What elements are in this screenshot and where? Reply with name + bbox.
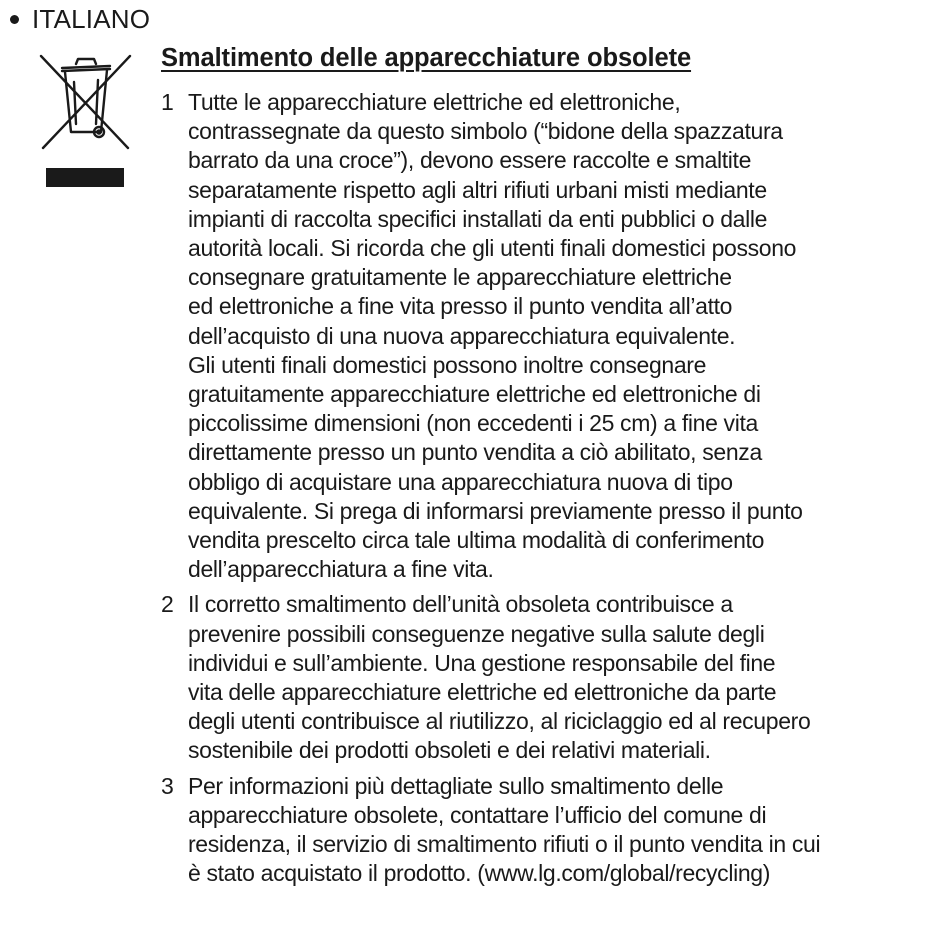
text-line: direttamente presso un punto vendita a ciò abilitato, senza: [188, 439, 762, 466]
text-line: vita delle apparecchiature elettriche ed elettroniche da parte: [188, 679, 777, 706]
text-line: individui e sull’ambiente. Una gestione responsabile del fine: [188, 649, 776, 676]
text-line: residenza, il servizio di smaltimento rifiuti o il punto vendita in cui: [188, 831, 821, 858]
text-line: impianti di raccolta specifici installati da enti pubblici o dalle: [188, 205, 768, 232]
text-line: Tutte le apparecchiature elettriche ed elettroniche,: [188, 89, 681, 115]
text-line: vendita prescelto circa tale ultima modalità di conferimento: [188, 527, 765, 554]
text-line: equivalente. Si prega di informarsi previamente presso il punto: [188, 497, 803, 524]
list-item: [161, 590, 946, 765]
text-line: dell’apparecchiatura a fine vita.: [188, 556, 494, 583]
text-line: Il corretto smaltimento dell’unità obsoleta contribuisce a: [188, 591, 733, 618]
text-line: prevenire possibili conseguenze negative sulla salute degli: [188, 620, 765, 647]
text-line: autorità locali. Si ricorda che gli utenti finali domestici possono: [188, 235, 797, 262]
text-line: piccolissime dimensioni (non eccedenti i 25 cm) a fine vita: [188, 410, 758, 437]
text-line: gratuitamente apparecchiature elettriche ed elettroniche di: [188, 381, 761, 408]
text-line: separatamente rispetto agli altri rifiuti urbani misti mediante: [188, 176, 767, 203]
text-line: sostenibile dei prodotti obsoleti e dei relativi materiali.: [188, 737, 711, 764]
item-text: [188, 88, 803, 584]
text-line: Per informazioni più dettagliate sullo smaltimento delle: [188, 772, 724, 799]
language-heading: [8, 4, 150, 35]
crossed-out-wheelie-bin-icon: [38, 52, 134, 192]
list-item: [161, 88, 946, 584]
item-text: [188, 590, 810, 765]
text-line: ed elettroniche a fine vita presso il punto vendita all’atto: [188, 293, 733, 320]
text-line: obbligo di acquistare una apparecchiatura nuova di tipo: [188, 468, 733, 495]
list-item: [161, 772, 946, 889]
item-text: [188, 772, 820, 889]
item-number: 1: [161, 89, 174, 115]
text-line: apparecchiature obsolete, contattare l’ufficio del comune di: [188, 801, 767, 828]
item-number: 2: [161, 591, 174, 618]
text-line: barrato da una croce”), devono essere raccolte e smaltite: [188, 147, 752, 174]
text-line: Gli utenti finali domestici possono inoltre consegnare: [188, 351, 707, 378]
text-line: dell’acquisto di una nuova apparecchiatura equivalente.: [188, 322, 736, 349]
item-number: 3: [161, 772, 174, 799]
bullet-icon: [10, 15, 19, 24]
text-line: consegnare gratuitamente le apparecchiature elettriche: [188, 264, 732, 291]
instruction-list: [161, 88, 946, 894]
language-label: ITALIANO: [32, 4, 151, 34]
text-line: degli utenti contribuisce al riutilizzo, al riciclaggio ed al recupero: [188, 708, 811, 735]
text-line: è stato acquistato il prodotto. (www.lg.com/global/recycling): [188, 860, 771, 887]
section-title: Smaltimento delle apparecchiature obsolete: [161, 44, 692, 72]
text-line: contrassegnate da questo simbolo (“bidone della spazzatura: [188, 118, 783, 145]
